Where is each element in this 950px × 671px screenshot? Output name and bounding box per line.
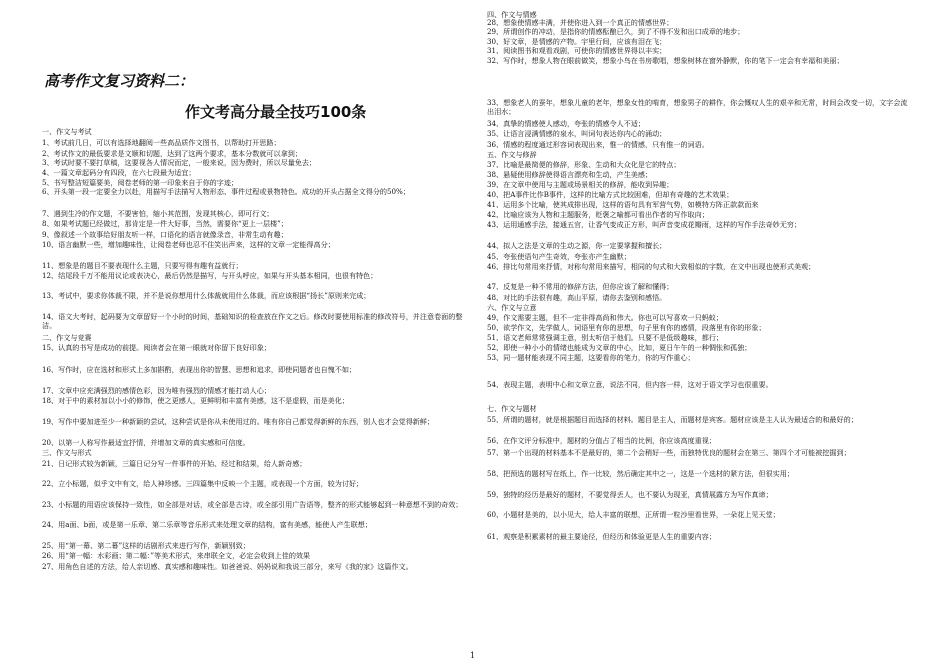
left-text-line: 25、用“第一幕、第二幕”这样的话剧形式来进行写作，新颖别致； bbox=[42, 541, 250, 550]
left-text-line: 23、小标题的用语应该保持一致性，如全部是对话，或全部是古诗，或全部引用广告语等，整齐的形式能够起到一种意想不到的奇效； bbox=[42, 500, 463, 509]
left-text-line: 17、文章中应充满强烈的感情色彩，因为唯有强烈的情感才能打动人心； bbox=[42, 386, 271, 395]
left-text-line: 15、认真的书写是成功的前提。阅读者会在第一眼就对你留下良好印象； bbox=[42, 343, 271, 352]
left-text-line: 10、语言幽默一些，增加趣味性，让阅卷老师也忍不住笑出声来，这样的文章一定能得高分； bbox=[42, 240, 335, 249]
right-text-line: 40、把A事件比作B事件，这样的比喻方式比较困难，但却有奇趣的艺术效果； bbox=[487, 190, 734, 199]
right-text-line: 39、在文章中使用与主题或场景相关的修辞，能收到异趣； bbox=[487, 180, 674, 189]
right-text-line: 六、作文与立意 bbox=[487, 303, 537, 312]
left-text-line: 7、遇到生冷的作文题，不要害怕，缩小其范围，发现其核心，即可行文； bbox=[42, 209, 274, 218]
right-text-line: 33、想象老人的蚕年，想象儿童的老年，想象女性的啃育，想象男子的耕作，你会慨叹人生的艰辛和无常，时间会改变一切，文字会流出泪水； bbox=[487, 98, 908, 116]
document-subtitle: 作文考高分最全技巧100条 bbox=[185, 103, 367, 121]
right-text-line: 46、排比句常用来抒情，对称句常用来描写，相同的句式和大致相似的字数，在文中出现也使形式美观； bbox=[487, 262, 816, 271]
left-text-line: 二、作文与竞赛 bbox=[42, 333, 92, 342]
left-text-line: 6、开头第一段一定要全力以赴，用描写手法描写人物形态、事件过程或景物特色。成功的开头占据全文得分的50%； bbox=[42, 187, 410, 196]
left-text-line: 24、用a面、b面，或是第一乐章、第二乐章等音乐形式来处理文章的结构，富有美感，能使人产生联想； bbox=[42, 520, 372, 529]
right-text-line: 53、同一题材能表现不同主题，这要看你的笔力，你的写作重心； bbox=[487, 353, 695, 362]
left-text-line: 20、以第一人称写作最适宜抒情，并增加文章的真实感和可信度。 bbox=[42, 438, 250, 447]
right-text-line: 42、比喻应该为人物和主题服务，贬褒之喻都可看出作者的写作取向； bbox=[487, 210, 709, 219]
right-text-line: 49、作文需要主题，但不一定非得高尚和伟大。你也可以写喜欢一只蚂蚁； bbox=[487, 313, 724, 322]
right-text-line: 44、拟人之法是文章的生动之源，你一定要掌握和擅长； bbox=[487, 241, 667, 250]
left-text-line: 14、语文大考时，起码要为文章留好一个小时的时间，基础知识的检查放在作文之后。修改时要使用标准的修改符号，并注意卷面的整洁。 bbox=[42, 312, 463, 330]
right-text-line: 31、阅读图书和观看戏剧，可使你的情感世界得以丰实； bbox=[487, 46, 667, 55]
left-text-line: 11、想象是的题目不要表现什么主题，只要写得有趣有益就行； bbox=[42, 261, 243, 270]
right-text-line: 30、好文章，是情感的产物。宇里行间，应该有泪在飞； bbox=[487, 37, 667, 46]
left-text-line: 16、写作时，应在选材和形式上多加斟酌，表现出你的智慧、思想和追求，即使同题者也自愧不如； bbox=[42, 365, 357, 374]
document-title: 高考作文复习资料二： bbox=[44, 72, 195, 90]
right-text-line: 34、真挚的情感使人感动，夸张的情感令人不适； bbox=[487, 119, 645, 128]
right-text-line: 57、第一个出现的材料基本不是最好的，第二个会稍好一些，而独特优良的题材会在第三、第四个才可能被挖掘到； bbox=[487, 448, 851, 457]
right-text-line: 28、想象使情感丰满，并使你进入到一个真正的情感世界； bbox=[487, 18, 674, 27]
right-text-line: 45、夸张使语句产生奇效，夸张亦产生幽默； bbox=[487, 252, 631, 261]
right-text-line: 43、运用通感手法，接通五官，让香气变成正方形，叫声音变成花瓣雨，这样的写作手法奇妙无穷； bbox=[487, 220, 802, 229]
left-text-line: 8、如果考试题已经做过，那肯定是一件大好事，当然，需要你“更上一层楼”； bbox=[42, 219, 288, 228]
right-text-line: 47、反复是一种不常用的修辞方法，但你应该了解和懂得； bbox=[487, 282, 674, 291]
right-text-line: 29、所谓创作的冲动，是指你的情感酝酿已久，到了不得不发和出口成章的地步； bbox=[487, 27, 745, 36]
right-text-line: 41、运用多个比喻，使其成排出现，这样的语句具有军营气势，如模特方阵正款款而来 bbox=[487, 200, 759, 209]
left-text-line: 5、书写整洁短篇要美，阅卷老师的第一印象来自于你的字迹； bbox=[42, 178, 239, 187]
right-text-line: 58、把预选的题材写在纸上，作一比较，然后确定其中之一，这是一个选材的紧方法，但很实用； bbox=[487, 469, 794, 478]
right-text-line: 四、作文与情感 bbox=[487, 10, 537, 19]
right-text-line: 38、悬疑使用修辞使得语言漂亮和生动，产生美感； bbox=[487, 170, 653, 179]
right-text-line: 七、作文与题材 bbox=[487, 404, 537, 413]
left-text-line: 21、日记形式较为新颖，三篇日记分写一件事件的开始、经过和结果，给人新奇感； bbox=[42, 459, 307, 468]
left-text-line: 一、作文与考试 bbox=[42, 127, 92, 136]
right-text-line: 35、让语言浸满情感的泉水，叫词句表达你内心的涌动； bbox=[487, 129, 667, 138]
left-text-line: 3、考试时要不要打草稿，这要视各人情况而定，一般来说，因为费时，所以尽量免去； bbox=[42, 158, 317, 167]
page-number: 1 bbox=[470, 651, 476, 660]
left-text-line: 13、考试中，要求你体裁不限，并不是说你想用什么体裁就用什么体裁，而应该根据“扬长”原则来完成； bbox=[42, 291, 371, 300]
right-text-line: 52、即使一种小小的情绪也能成为文章的中心，比如，夏日午午的一种惆怅和孤独； bbox=[487, 343, 752, 352]
right-text-line: 48、对比的手法很有趣，高山平原，请你去鉴别和感悟。 bbox=[487, 293, 667, 302]
right-text-line: 51、语文老师常常强调主意，别太听信于他们。只要不是低级趣味，都行； bbox=[487, 333, 724, 342]
right-text-line: 55、所谓的题材，就是根据题目而选择的材料。题目是主人，而题材是宾客。题材应该是主人认为最适合的和最好的； bbox=[487, 415, 858, 424]
right-text-line: 五、作文与修辞 bbox=[487, 150, 537, 159]
right-text-line: 61、观察是积累素材的最主要途径，但经历和体验更是人生的重要内容； bbox=[487, 532, 716, 541]
left-text-line: 1、考试前几日，可以有选择地翻阅一些高品质作文图书，以帮助打开思路； bbox=[42, 138, 281, 147]
left-text-line: 2、考试作文的最低要求是文顺和切题，达到了这两个要求，基本分数就可以拿到； bbox=[42, 149, 302, 158]
right-text-line: 56、在作文评分标准中，题材的分值占了相当的比例，你应该高度重视； bbox=[487, 436, 716, 445]
left-text-line: 4、一篇文章起码分有四段，在六七段最为适宜； bbox=[42, 168, 196, 177]
right-text-line: 32、写作时，想象人物在眼前做笑，想象小鸟在书房歌唱，想象树林在窗外静默，你的笔下一定会有幸福和美丽； bbox=[487, 56, 844, 65]
left-text-line: 26、用“第一幅：水彩画；第二幅：”等美术形式，来串联全文，必定会收到上佳的效果 bbox=[42, 551, 311, 560]
right-text-line: 60、小题材是美的，以小见大，给人丰富的联想，正所谓一粒沙里看世界，一朵花上见天堂； bbox=[487, 510, 780, 519]
left-text-line: 9、像叙述一个故事给好朋友听一样，口语化的语言就像录音，非常生动有趣； bbox=[42, 230, 288, 239]
right-text-line: 36、情感的程度通过形容词表现出来，惟一的情感，只有惟一的词语。 bbox=[487, 140, 709, 149]
right-text-line: 54、表现主题，表明中心和文章立意，说法不同，但内容一样，这对于语文学习也很重要。 bbox=[487, 380, 773, 389]
left-text-line: 27、用角色自述的方法，给人亲切感、真实感和趣味性。如爸爸说、妈妈说和我说三部分，来写《我的家》这篇作文。 bbox=[42, 562, 413, 571]
right-text-line: 59、独特的经历是最好的题材，不要觉得丢人，也不要认为现亚，真情展露方为写作真谛； bbox=[487, 490, 773, 499]
left-text-line: 18、对于中的素材加以小小的修饰，使之更感人，更鲜明和丰富有美感，这不是虚假，而是美化； bbox=[42, 396, 349, 405]
right-text-line: 37、比喻是最简便的修辞，形象、生动和大众化是它的特点； bbox=[487, 160, 681, 169]
left-text-line: 12、结尾段千万不能用议论或表决心，最后仍然是描写，与开头呼应，如果与开头基本相同，也很有特色； bbox=[42, 271, 378, 280]
left-text-line: 22、立小标题，似乎文中有文，给人神珍感。三四篇集中反映一个主题，或表现一个方面，较为讨好； bbox=[42, 479, 364, 488]
right-text-line: 50、欲学作文，先学做人，词语里有你的思想，句子里有你的感情，段落里有你的形象； bbox=[487, 323, 766, 332]
left-text-line: 19、写作中要加进至少一种新颖的尝试，这种尝试是你从未使用过的。唯有你自己都觉得新鲜的东西，别人也才会觉得新鲜； bbox=[42, 417, 435, 426]
left-text-line: 三、作文与形式 bbox=[42, 448, 92, 457]
